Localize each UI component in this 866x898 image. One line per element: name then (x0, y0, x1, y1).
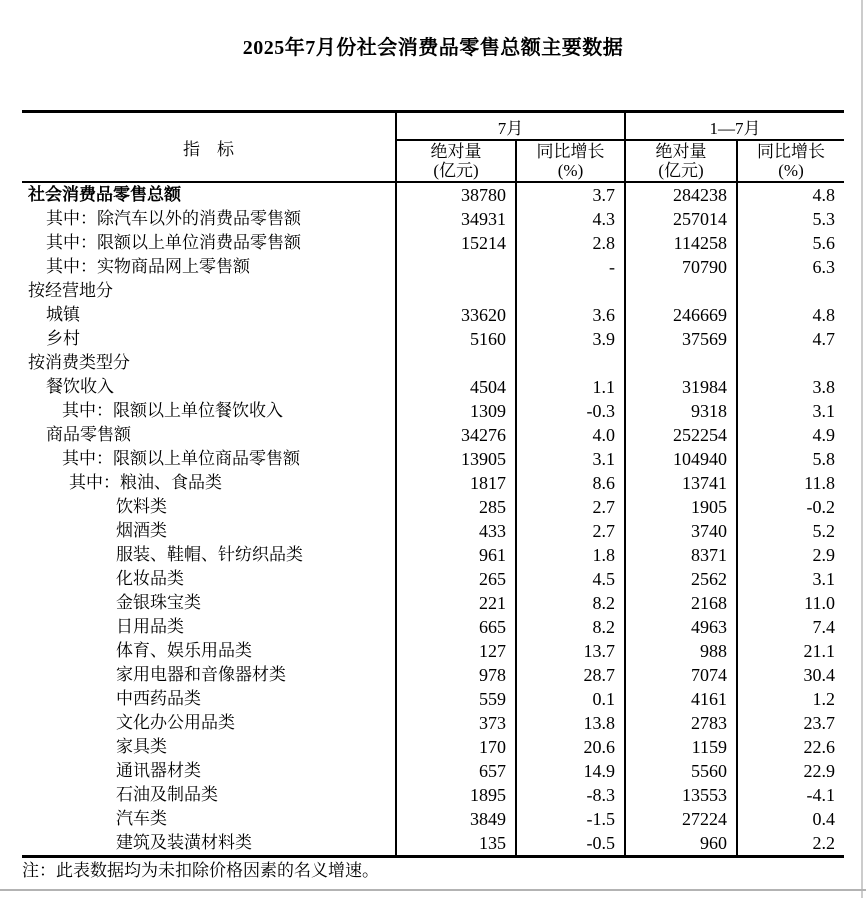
ytd-absolute-value: 31984 (625, 375, 737, 399)
row-label: 乡村 (46, 329, 80, 348)
row-label: 中西药品类 (116, 689, 201, 708)
table-row (22, 543, 844, 567)
july-absolute-value: 13905 (396, 447, 516, 471)
table-row (22, 327, 844, 351)
row-label: 饮料类 (116, 497, 167, 516)
july-absolute-value: 373 (396, 711, 516, 735)
ytd-growth-value: 2.9 (737, 543, 844, 567)
ytd-absolute-value: 960 (625, 831, 737, 857)
july-absolute-value: 135 (396, 831, 516, 857)
july-growth-value: 2.8 (516, 231, 625, 255)
row-label: 按经营地分 (28, 281, 113, 300)
july-absolute-value: 4504 (396, 375, 516, 399)
july-growth-value: 8.6 (516, 471, 625, 495)
ytd-growth-value: 5.3 (737, 207, 844, 231)
ytd-growth-value: 30.4 (737, 663, 844, 687)
ytd-absolute-value: 2562 (625, 567, 737, 591)
ytd-absolute-value: 13553 (625, 783, 737, 807)
july-growth-value: -0.5 (516, 831, 625, 857)
ytd-growth-value: 4.9 (737, 423, 844, 447)
row-label: 按消费类型分 (28, 353, 130, 372)
july-absolute-value: 221 (396, 591, 516, 615)
row-label: 其中：实物商品网上零售额 (46, 257, 250, 276)
ytd-growth-value (737, 279, 844, 303)
row-label: 餐饮收入 (46, 377, 114, 396)
growth-unit: (%) (557, 161, 584, 180)
table-row (22, 591, 844, 615)
absolute-unit: (亿元) (433, 161, 479, 180)
july-growth-value: -1.5 (516, 807, 625, 831)
absolute-unit: (亿元) (658, 161, 704, 180)
absolute-label: 绝对量 (430, 142, 482, 161)
row-label: 石油及制品类 (116, 785, 218, 804)
ytd-absolute-value: 2168 (625, 591, 737, 615)
ytd-absolute-value (625, 279, 737, 303)
july-absolute-value: 38780 (396, 182, 516, 207)
ytd-growth-value: 21.1 (737, 639, 844, 663)
table-row (22, 255, 844, 279)
july-absolute-value: 15214 (396, 231, 516, 255)
ytd-absolute-value: 4161 (625, 687, 737, 711)
ytd-growth-value (737, 351, 844, 375)
ytd-growth-value: 3.8 (737, 375, 844, 399)
july-growth-value: 13.8 (516, 711, 625, 735)
july-growth-value: 4.0 (516, 423, 625, 447)
table-row (22, 519, 844, 543)
ytd-growth-value: 23.7 (737, 711, 844, 735)
col-header-ytd-absolute (625, 140, 737, 182)
table-row (22, 711, 844, 735)
row-label: 汽车类 (116, 809, 167, 828)
table-row (22, 399, 844, 423)
row-label: 体育、娱乐用品类 (116, 641, 252, 660)
ytd-absolute-value: 284238 (625, 182, 737, 207)
table-row (22, 735, 844, 759)
ytd-absolute-value: 7074 (625, 663, 737, 687)
page-title: 2025年7月份社会消费品零售总额主要数据 (242, 37, 624, 59)
ytd-absolute-value: 3740 (625, 519, 737, 543)
ytd-absolute-value: 114258 (625, 231, 737, 255)
ytd-growth-value: 4.8 (737, 303, 844, 327)
ytd-absolute-value: 4963 (625, 615, 737, 639)
ytd-growth-value: 22.6 (737, 735, 844, 759)
ytd-growth-value: 1.2 (737, 687, 844, 711)
ytd-growth-value: 3.1 (737, 399, 844, 423)
ytd-absolute-value: 8371 (625, 543, 737, 567)
ytd-absolute-value: 257014 (625, 207, 737, 231)
july-growth-value: 3.1 (516, 447, 625, 471)
july-growth-value: 1.1 (516, 375, 625, 399)
col-header-jan-jul: 1—7月 (625, 112, 844, 141)
july-absolute-value: 265 (396, 567, 516, 591)
ytd-growth-value: 4.7 (737, 327, 844, 351)
row-label: 其中：粮油、食品类 (69, 473, 222, 492)
july-absolute-value (396, 351, 516, 375)
july-growth-value: 3.7 (516, 182, 625, 207)
july-absolute-value: 1309 (396, 399, 516, 423)
col-header-july-absolute (396, 140, 516, 182)
july-growth-value (516, 351, 625, 375)
retail-sales-table (22, 110, 844, 858)
july-absolute-value: 657 (396, 759, 516, 783)
row-label: 家用电器和音像器材类 (116, 665, 286, 684)
july-growth-value: 2.7 (516, 519, 625, 543)
row-label: 其中：限额以上单位商品零售额 (62, 449, 300, 468)
ytd-absolute-value: 104940 (625, 447, 737, 471)
ytd-growth-value: 0.4 (737, 807, 844, 831)
july-growth-value: -0.3 (516, 399, 625, 423)
ytd-growth-value: 4.8 (737, 182, 844, 207)
col-header-july: 7月 (396, 112, 625, 141)
table-row (22, 807, 844, 831)
july-absolute-value: 1895 (396, 783, 516, 807)
row-label: 其中：限额以上单位消费品零售额 (46, 233, 301, 252)
july-absolute-value: 665 (396, 615, 516, 639)
july-growth-value: 8.2 (516, 591, 625, 615)
july-growth-value: 20.6 (516, 735, 625, 759)
col-header-ytd-growth (737, 140, 844, 182)
table-row (22, 279, 844, 303)
july-growth-value: 3.6 (516, 303, 625, 327)
growth-label: 同比增长 (757, 142, 825, 161)
row-label: 服装、鞋帽、针纺织品类 (116, 545, 303, 564)
ytd-growth-value: -0.2 (737, 495, 844, 519)
table-row (22, 495, 844, 519)
july-growth-value: -8.3 (516, 783, 625, 807)
row-label: 化妆品类 (116, 569, 184, 588)
july-absolute-value (396, 255, 516, 279)
table-row (22, 447, 844, 471)
july-absolute-value: 170 (396, 735, 516, 759)
july-absolute-value: 1817 (396, 471, 516, 495)
ytd-growth-value: -4.1 (737, 783, 844, 807)
table-row (22, 639, 844, 663)
row-label: 文化办公用品类 (116, 713, 235, 732)
ytd-absolute-value: 988 (625, 639, 737, 663)
col-header-indicator: 指 标 (22, 112, 396, 183)
ytd-absolute-value: 37569 (625, 327, 737, 351)
row-label: 建筑及装潢材料类 (116, 833, 252, 852)
table-row (22, 207, 844, 231)
ytd-growth-value: 2.2 (737, 831, 844, 857)
july-growth-value: 4.3 (516, 207, 625, 231)
july-absolute-value: 3849 (396, 807, 516, 831)
header-row-periods (22, 112, 844, 141)
july-growth-value: 2.7 (516, 495, 625, 519)
page-bottom-divider (0, 889, 866, 891)
ytd-growth-value: 5.2 (737, 519, 844, 543)
july-absolute-value: 961 (396, 543, 516, 567)
ytd-growth-value: 6.3 (737, 255, 844, 279)
july-absolute-value: 127 (396, 639, 516, 663)
row-label: 家具类 (116, 737, 167, 756)
july-absolute-value: 5160 (396, 327, 516, 351)
table-row (22, 759, 844, 783)
page-right-divider (861, 0, 863, 898)
growth-unit: (%) (778, 161, 804, 180)
july-absolute-value: 978 (396, 663, 516, 687)
ytd-absolute-value: 252254 (625, 423, 737, 447)
july-growth-value: 8.2 (516, 615, 625, 639)
row-label: 其中：限额以上单位餐饮收入 (62, 401, 283, 420)
july-growth-value (516, 279, 625, 303)
july-absolute-value: 33620 (396, 303, 516, 327)
july-absolute-value: 34931 (396, 207, 516, 231)
ytd-absolute-value: 246669 (625, 303, 737, 327)
ytd-absolute-value: 5560 (625, 759, 737, 783)
table-row (22, 783, 844, 807)
ytd-absolute-value: 13741 (625, 471, 737, 495)
table-row (22, 615, 844, 639)
table-row (22, 663, 844, 687)
july-growth-value: 13.7 (516, 639, 625, 663)
growth-label: 同比增长 (536, 142, 605, 161)
row-label: 通讯器材类 (116, 761, 201, 780)
table-row (22, 471, 844, 495)
table-row (22, 303, 844, 327)
july-absolute-value (396, 279, 516, 303)
row-label: 社会消费品零售总额 (28, 185, 181, 204)
ytd-absolute-value: 2783 (625, 711, 737, 735)
ytd-growth-value: 7.4 (737, 615, 844, 639)
ytd-absolute-value: 70790 (625, 255, 737, 279)
row-label: 其中：除汽车以外的消费品零售额 (46, 209, 301, 228)
row-label: 日用品类 (116, 617, 184, 636)
table-row (22, 351, 844, 375)
ytd-growth-value: 3.1 (737, 567, 844, 591)
ytd-growth-value: 11.8 (737, 471, 844, 495)
july-absolute-value: 34276 (396, 423, 516, 447)
table-row (22, 831, 844, 857)
july-growth-value: 28.7 (516, 663, 625, 687)
table-note: 注：此表数据均为未扣除价格因素的名义增速。 (22, 861, 379, 880)
row-label: 城镇 (46, 305, 80, 324)
ytd-absolute-value: 1159 (625, 735, 737, 759)
ytd-absolute-value: 1905 (625, 495, 737, 519)
row-label: 金银珠宝类 (116, 593, 201, 612)
row-label: 烟酒类 (116, 521, 167, 540)
row-label: 商品零售额 (46, 425, 131, 444)
table-row (22, 567, 844, 591)
july-growth-value: - (516, 255, 625, 279)
july-growth-value: 1.8 (516, 543, 625, 567)
ytd-absolute-value: 27224 (625, 807, 737, 831)
table-row (22, 231, 844, 255)
table-row (22, 375, 844, 399)
ytd-absolute-value (625, 351, 737, 375)
ytd-growth-value: 5.8 (737, 447, 844, 471)
absolute-label: 绝对量 (655, 142, 707, 161)
july-absolute-value: 285 (396, 495, 516, 519)
ytd-growth-value: 5.6 (737, 231, 844, 255)
july-growth-value: 4.5 (516, 567, 625, 591)
table-row (22, 687, 844, 711)
july-absolute-value: 559 (396, 687, 516, 711)
july-growth-value: 0.1 (516, 687, 625, 711)
ytd-growth-value: 22.9 (737, 759, 844, 783)
table-row (22, 182, 844, 207)
col-header-july-growth (516, 140, 625, 182)
ytd-growth-value: 11.0 (737, 591, 844, 615)
july-growth-value: 3.9 (516, 327, 625, 351)
july-absolute-value: 433 (396, 519, 516, 543)
ytd-absolute-value: 9318 (625, 399, 737, 423)
july-growth-value: 14.9 (516, 759, 625, 783)
table-row (22, 423, 844, 447)
